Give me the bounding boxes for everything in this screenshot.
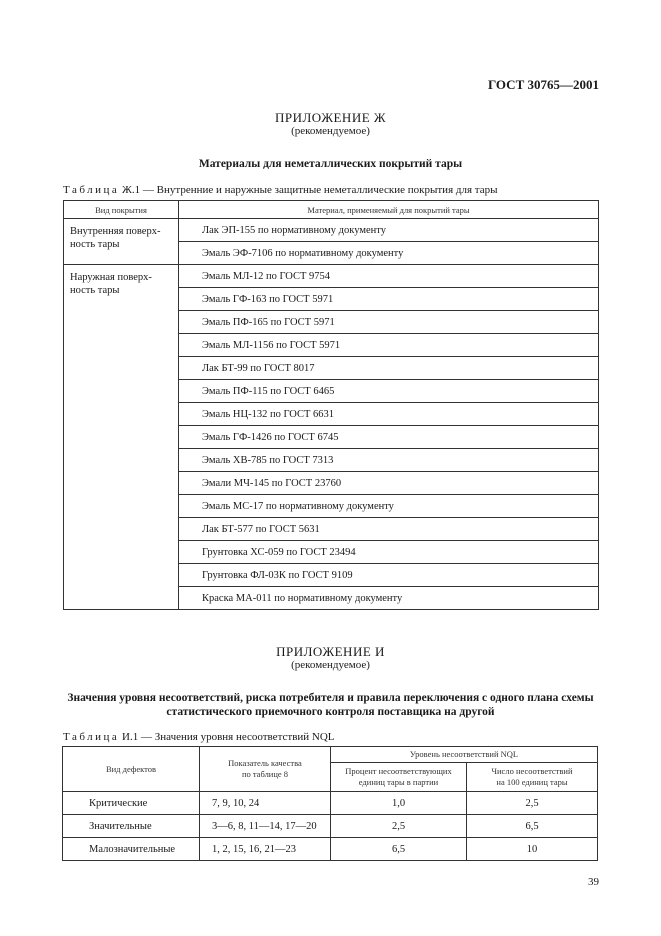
material-cell: Лак БТ-577 по ГОСТ 5631 (179, 518, 599, 541)
page-number: 39 (588, 876, 599, 888)
appendix-i-note: (рекомендуемое) (291, 659, 370, 671)
table-i1-caption (63, 731, 335, 743)
table-row (64, 219, 599, 242)
header-line: Число несоответствий (491, 766, 573, 776)
material-cell: Эмали МЧ-145 по ГОСТ 23760 (179, 472, 599, 495)
coatings-table (63, 200, 599, 610)
coating-type-outer (64, 265, 179, 610)
percent-cell: 2,5 (331, 815, 467, 838)
material-cell: Грунтовка ХС-059 по ГОСТ 23494 (179, 541, 599, 564)
coating-type-line: Наружная поверх- (70, 272, 152, 283)
coating-type-inner (64, 219, 179, 265)
material-cell: Эмаль ГФ-1426 по ГОСТ 6745 (179, 426, 599, 449)
table-caption-text: И.1 — Значения уровня несоответствий NQL (122, 731, 335, 743)
table-row (63, 815, 598, 838)
column-header-count (467, 763, 598, 792)
material-cell: Грунтовка ФЛ-03К по ГОСТ 9109 (179, 564, 599, 587)
appendix-zh-note: (рекомендуемое) (291, 125, 370, 137)
table-row (64, 265, 599, 288)
table-row (63, 838, 598, 861)
material-cell: Эмаль МС-17 по нормативному документу (179, 495, 599, 518)
appendix-zh-heading: Материалы для неметаллических покрытий тары (198, 158, 463, 170)
quality-index-cell: 1, 2, 15, 16, 21—23 (200, 838, 331, 861)
material-cell: Эмаль ПФ-165 по ГОСТ 5971 (179, 311, 599, 334)
material-cell: Эмаль МЛ-1156 по ГОСТ 5971 (179, 334, 599, 357)
column-header-quality-index (200, 747, 331, 792)
count-cell: 2,5 (467, 792, 598, 815)
header-line: по таблице 8 (241, 769, 289, 779)
count-cell: 10 (467, 838, 598, 861)
table-label: Таблица (63, 184, 120, 196)
table-caption-text: Ж.1 — Внутренние и наружные защитные неметаллические покрытия для тары (122, 184, 498, 196)
material-cell: Эмаль ХВ-785 по ГОСТ 7313 (179, 449, 599, 472)
count-cell: 6,5 (467, 815, 598, 838)
appendix-zh-title: ПРИЛОЖЕНИЕ Ж (274, 110, 387, 125)
appendix-i-title: ПРИЛОЖЕНИЕ И (276, 644, 385, 659)
quality-index-cell: 7, 9, 10, 24 (200, 792, 331, 815)
nql-table (62, 746, 598, 861)
column-header-material: Материал, применяемый для покрытий тары (179, 201, 599, 219)
quality-index-cell: 3—6, 8, 11—14, 17—20 (200, 815, 331, 838)
defect-type-cell: Значительные (63, 815, 200, 838)
header-line: на 100 единиц тары (496, 777, 568, 787)
material-cell: Эмаль ГФ-163 по ГОСТ 5971 (179, 288, 599, 311)
material-cell: Эмаль НЦ-132 по ГОСТ 6631 (179, 403, 599, 426)
percent-cell: 1,0 (331, 792, 467, 815)
defect-type-cell: Критические (63, 792, 200, 815)
material-cell: Лак ЭП-155 по нормативному документу (179, 219, 599, 242)
column-header-coating-type: Вид покрытия (64, 201, 179, 219)
header-line: Показатель качества (228, 758, 302, 768)
column-header-nql: Уровень несоответствий NQL (331, 747, 598, 763)
defect-type-cell: Малозначительные (63, 838, 200, 861)
material-cell: Эмаль ЭФ-7106 по нормативному документу (179, 242, 599, 265)
percent-cell: 6,5 (331, 838, 467, 861)
header-line: Процент несоответствующих (345, 766, 452, 776)
appendix-i-heading-line2: статистического приемочного контроля поставщика на другой (166, 706, 495, 718)
column-header-defect-type: Вид дефектов (63, 747, 200, 792)
column-header-percent (331, 763, 467, 792)
table-label: Таблица (63, 731, 120, 743)
appendix-i-heading-line1: Значения уровня несоответствий, риска потребителя и правила переключения с одного плана схемы (67, 692, 594, 704)
coating-type-line: ность тары (70, 239, 120, 250)
header-line: единиц тары в партии (358, 777, 439, 787)
standard-header: ГОСТ 30765—2001 (487, 77, 599, 92)
material-cell: Эмаль ПФ-115 по ГОСТ 6465 (179, 380, 599, 403)
table-zh1-caption (63, 184, 498, 196)
coating-type-line: ность тары (70, 285, 120, 296)
coating-type-line: Внутренняя поверх- (70, 226, 161, 237)
material-cell: Лак БТ-99 по ГОСТ 8017 (179, 357, 599, 380)
material-cell: Краска МА-011 по нормативному документу (179, 587, 599, 610)
material-cell: Эмаль МЛ-12 по ГОСТ 9754 (179, 265, 599, 288)
table-row (63, 792, 598, 815)
